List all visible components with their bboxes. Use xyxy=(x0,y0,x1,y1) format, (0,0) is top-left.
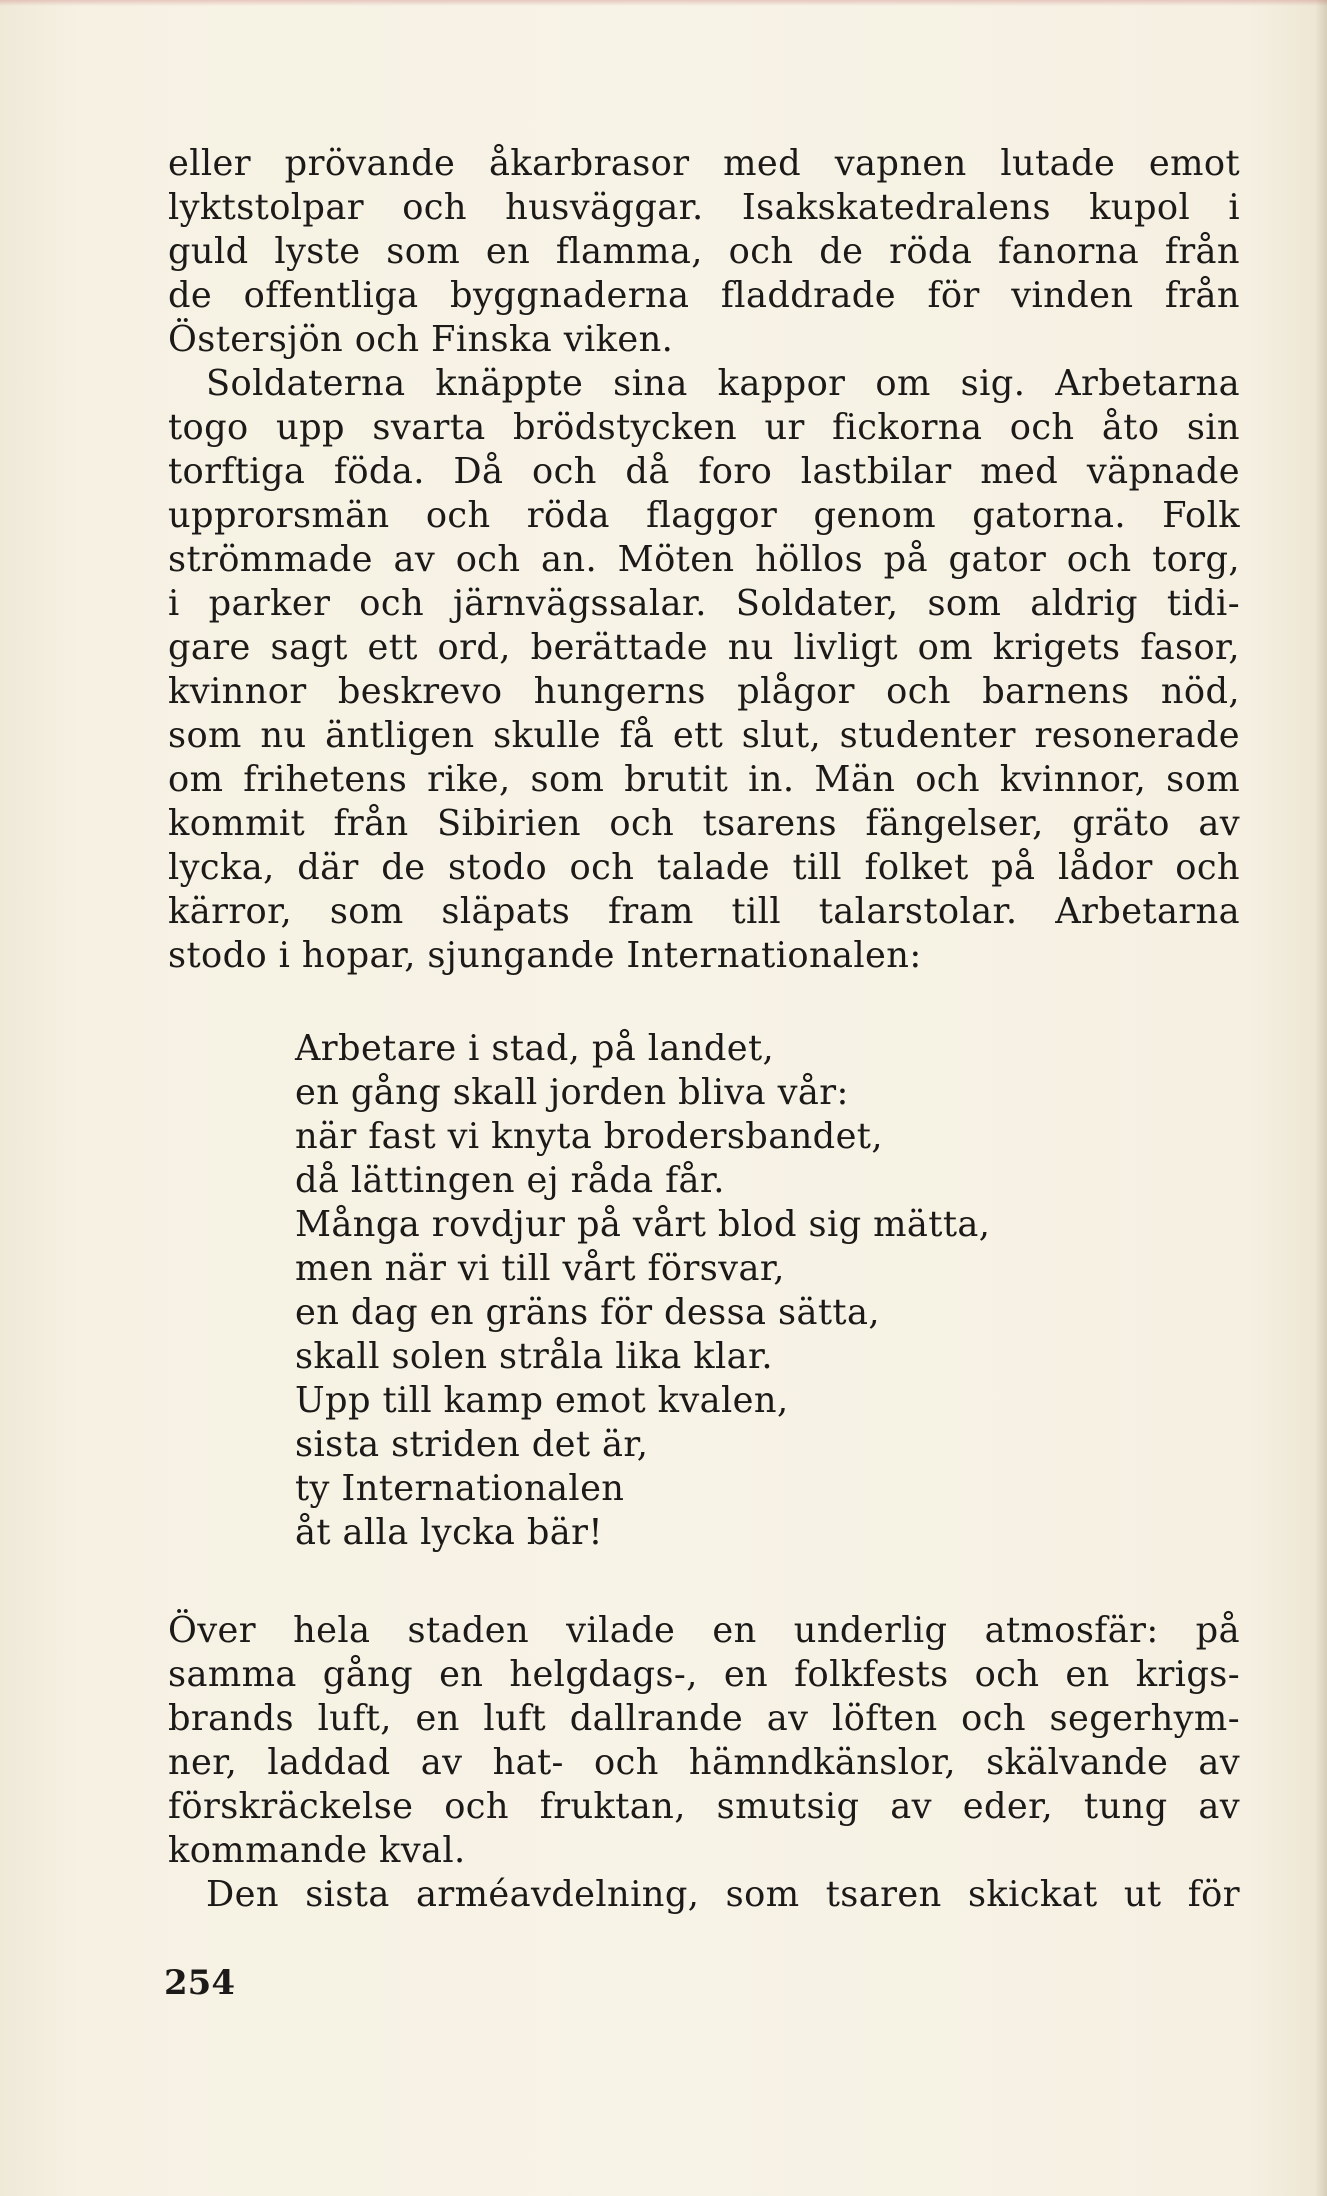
text-line: kommande kval. xyxy=(168,1830,466,1871)
paragraph-2 xyxy=(168,362,1240,978)
text-line: Soldaterna knäppte sina kappor om sig. Arbetarna xyxy=(206,363,1240,404)
poem-line: sista striden det är, xyxy=(295,1424,649,1465)
text-line: kärror, som släpats fram till talarstolar. Arbetarna xyxy=(168,891,1240,932)
text-line: lycka, där de stodo och talade till folket på lådor och xyxy=(168,847,1240,888)
text-line: togo upp svarta brödstycken ur fickorna och åto sin xyxy=(168,407,1240,448)
text-line: samma gång en helgdags-, en folkfests och en krigs- xyxy=(168,1654,1240,1695)
poem-line: Många rovdjur på vårt blod sig mätta, xyxy=(295,1204,991,1245)
paragraph-3 xyxy=(168,1609,1240,1873)
text-line: Den sista arméavdelning, som tsaren skickat ut för xyxy=(206,1874,1240,1915)
text-line: ner, laddad av hat- och hämndkänslor, skälvande av xyxy=(168,1742,1240,1783)
page-top-edge xyxy=(0,0,1327,6)
poem-line: åt alla lycka bär! xyxy=(295,1512,603,1553)
text-line: kommit från Sibirien och tsarens fängelser, gräto av xyxy=(168,803,1240,844)
text-line: om frihetens rike, som brutit in. Män och kvinnor, som xyxy=(168,759,1240,800)
text-line: stodo i hopar, sjungande Internationalen: xyxy=(168,935,922,976)
poem-line: en dag en gräns för dessa sätta, xyxy=(295,1292,880,1333)
text-line: Över hela staden vilade en underlig atmosfär: på xyxy=(168,1610,1240,1651)
poem-line: men när vi till vårt försvar, xyxy=(295,1248,785,1289)
text-line: eller prövande åkarbrasor med vapnen lutade emot xyxy=(168,143,1240,184)
text-line: torftiga föda. Då och då foro lastbilar med väpnade xyxy=(168,451,1240,492)
text-line: upprorsmän och röda flaggor genom gatorna. Folk xyxy=(168,495,1240,536)
poem-line: när fast vi knyta brodersbandet, xyxy=(295,1116,883,1157)
poem-line: Upp till kamp emot kvalen, xyxy=(295,1380,789,1421)
page-right-edge xyxy=(1315,0,1327,2196)
page-number: 254 xyxy=(164,1963,235,2003)
poem-line: en gång skall jorden bliva vår: xyxy=(295,1072,849,1113)
text-line: förskräckelse och fruktan, smutsig av eder, tung av xyxy=(168,1786,1240,1827)
text-line: kvinnor beskrevo hungerns plågor och barnens nöd, xyxy=(168,671,1240,712)
poem-line: då lättingen ej råda får. xyxy=(295,1160,725,1201)
paragraph-1 xyxy=(168,142,1240,362)
poem-line: skall solen stråla lika klar. xyxy=(295,1336,773,1377)
text-line: strömmade av och an. Möten höllos på gator och torg, xyxy=(168,539,1240,580)
poem-line: Arbetare i stad, på landet, xyxy=(295,1028,775,1069)
text-line: guld lyste som en flamma, och de röda fanorna från xyxy=(168,231,1240,272)
text-line: lyktstolpar och husväggar. Isakskatedralens kupol i xyxy=(168,187,1240,228)
text-line: Östersjön och Finska viken. xyxy=(168,319,674,360)
text-line: gare sagt ett ord, berättade nu livligt om krigets fasor, xyxy=(168,627,1240,668)
text-line: som nu äntligen skulle få ett slut, studenter resonerade xyxy=(168,715,1240,756)
text-line: i parker och järnvägssalar. Soldater, som aldrig tidi- xyxy=(168,583,1240,624)
paragraph-4 xyxy=(168,1873,1240,1917)
text-line: brands luft, en luft dallrande av löften och segerhym- xyxy=(168,1698,1240,1739)
poem-internationalen xyxy=(295,1027,990,1555)
poem-line: ty Internationalen xyxy=(295,1468,625,1509)
text-line: de offentliga byggnaderna fladdrade för vinden från xyxy=(168,275,1240,316)
